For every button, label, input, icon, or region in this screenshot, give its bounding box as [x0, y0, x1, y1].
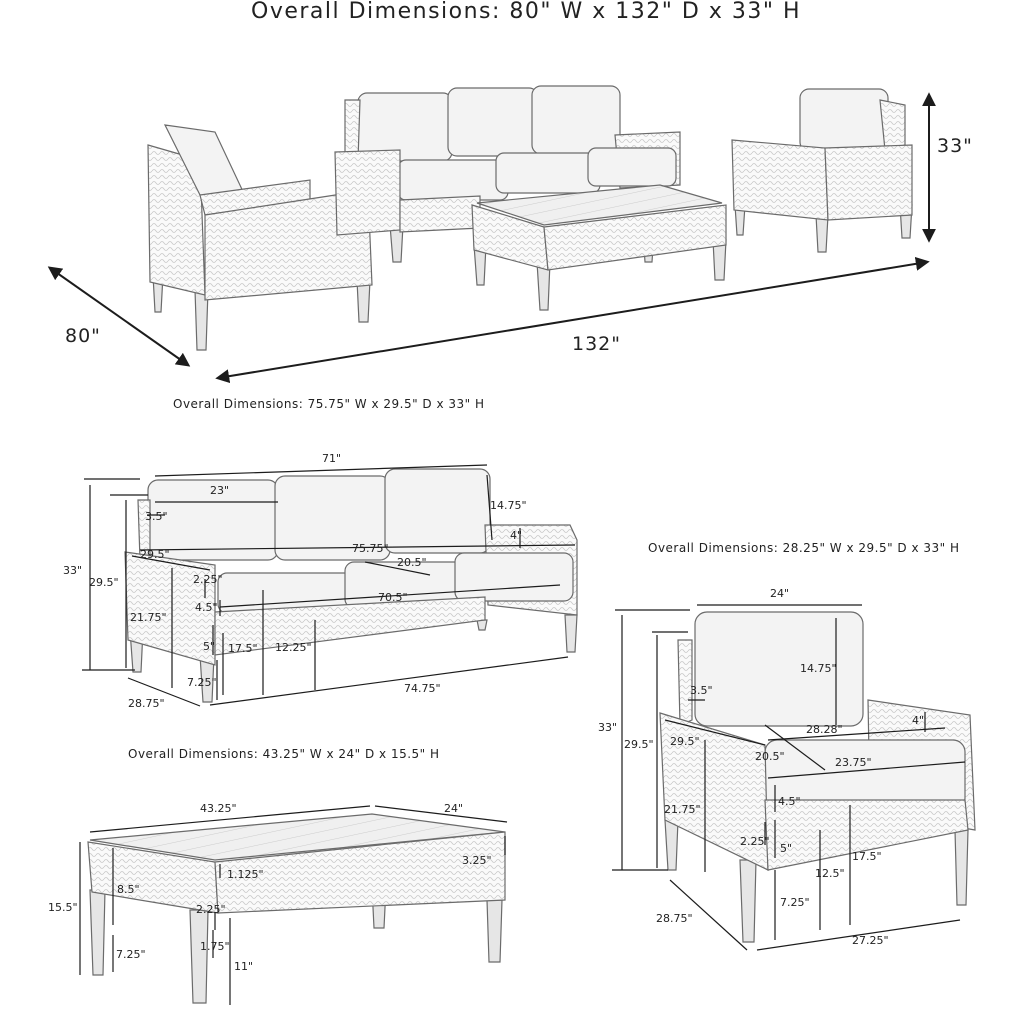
sofa-dim-14-75: 14.75" [490, 499, 527, 512]
chair-dim-29-5-depth: 29.5" [670, 735, 700, 748]
sofa-dim-28-75: 28.75" [128, 697, 165, 710]
table-dim-11: 11" [234, 960, 254, 973]
chair-dim-4-5: 4.5" [778, 795, 801, 808]
set-height-label: 33" [937, 135, 973, 157]
sofa-dim-2-25: 2.25" [193, 573, 223, 586]
chair-dim-23-75: 23.75" [835, 756, 872, 769]
sofa-dim-7-25: 7.25" [187, 676, 217, 689]
table-dim-1-75: 1.75" [200, 940, 230, 953]
chair-section [598, 541, 975, 950]
chair-dim-4: 4" [912, 714, 925, 727]
chair-dim-3-5: 3.5" [690, 684, 713, 697]
sofa-dim-4: 4" [510, 529, 523, 542]
table-section [48, 747, 507, 1005]
chair-dim-20-5: 20.5" [755, 750, 785, 763]
table-dim-15-5: 15.5" [48, 901, 78, 914]
sofa-dim-4-5: 4.5" [195, 601, 218, 614]
sofa-dim-29-5-depth: 29.5" [140, 548, 170, 561]
table-drawing [88, 814, 505, 1003]
table-title: Overall Dimensions: 43.25" W x 24" D x 15.5" H [128, 747, 440, 761]
sofa-dim-71: 71" [322, 452, 342, 465]
set-width-label: 132" [572, 333, 622, 355]
chair-dim-14-75: 14.75" [800, 662, 837, 675]
set-coffee-table [472, 185, 726, 310]
table-dim-8-5: 8.5" [117, 883, 140, 896]
sofa-dim-29-5-height: 29.5" [89, 576, 119, 589]
chair-dim-17-5: 17.5" [852, 850, 882, 863]
sofa-dim-21-75: 21.75" [130, 611, 167, 624]
set-section [50, 0, 973, 378]
sofa-dim-20-5: 20.5" [397, 556, 427, 569]
sofa-title: Overall Dimensions: 75.75" W x 29.5" D x 33" H [173, 397, 485, 411]
sofa-dim-75-75: 75.75" [352, 542, 389, 555]
chair-dim-28-28: 28.28" [806, 723, 843, 736]
sofa-dim-12-25: 12.25" [275, 641, 312, 654]
table-dim-2-25: 2.25" [196, 903, 226, 916]
table-dim-43-25: 43.25" [200, 802, 237, 815]
chair-dim-2-25: 2.25" [740, 835, 770, 848]
chair-dim-5: 5" [780, 842, 793, 855]
chair-dim-7-25: 7.25" [780, 896, 810, 909]
set-depth-label: 80" [65, 325, 101, 347]
table-dim-24: 24" [444, 802, 464, 815]
chair-dim-29-5-height: 29.5" [624, 738, 654, 751]
chair-title: Overall Dimensions: 28.25" W x 29.5" D x 33" H [648, 541, 960, 555]
sofa-dim-33: 33" [63, 564, 83, 577]
sofa-dim-70-5: 70.5" [378, 591, 408, 604]
sofa-section [63, 397, 577, 710]
chair-dim-21-75: 21.75" [664, 803, 701, 816]
chair-dim-27-25: 27.25" [852, 934, 889, 947]
chair-dim-33: 33" [598, 721, 618, 734]
sofa-dim-74-75: 74.75" [404, 682, 441, 695]
table-dim-7-25: 7.25" [116, 948, 146, 961]
table-dim-1-125: 1.125" [227, 868, 264, 881]
sofa-dim-5: 5" [203, 640, 216, 653]
chair-dim-28-75: 28.75" [656, 912, 693, 925]
chair-dim-12-5: 12.5" [815, 867, 845, 880]
sofa-dim-3-5: 3.5" [145, 510, 168, 523]
sofa-dim-17-5: 17.5" [228, 642, 258, 655]
set-right-armchair [732, 89, 912, 252]
set-title: Overall Dimensions: 80" W x 132" D x 33" H [251, 0, 801, 24]
sofa-dim-23: 23" [210, 484, 230, 497]
table-dim-3-25: 3.25" [462, 854, 492, 867]
chair-dim-24: 24" [770, 587, 790, 600]
